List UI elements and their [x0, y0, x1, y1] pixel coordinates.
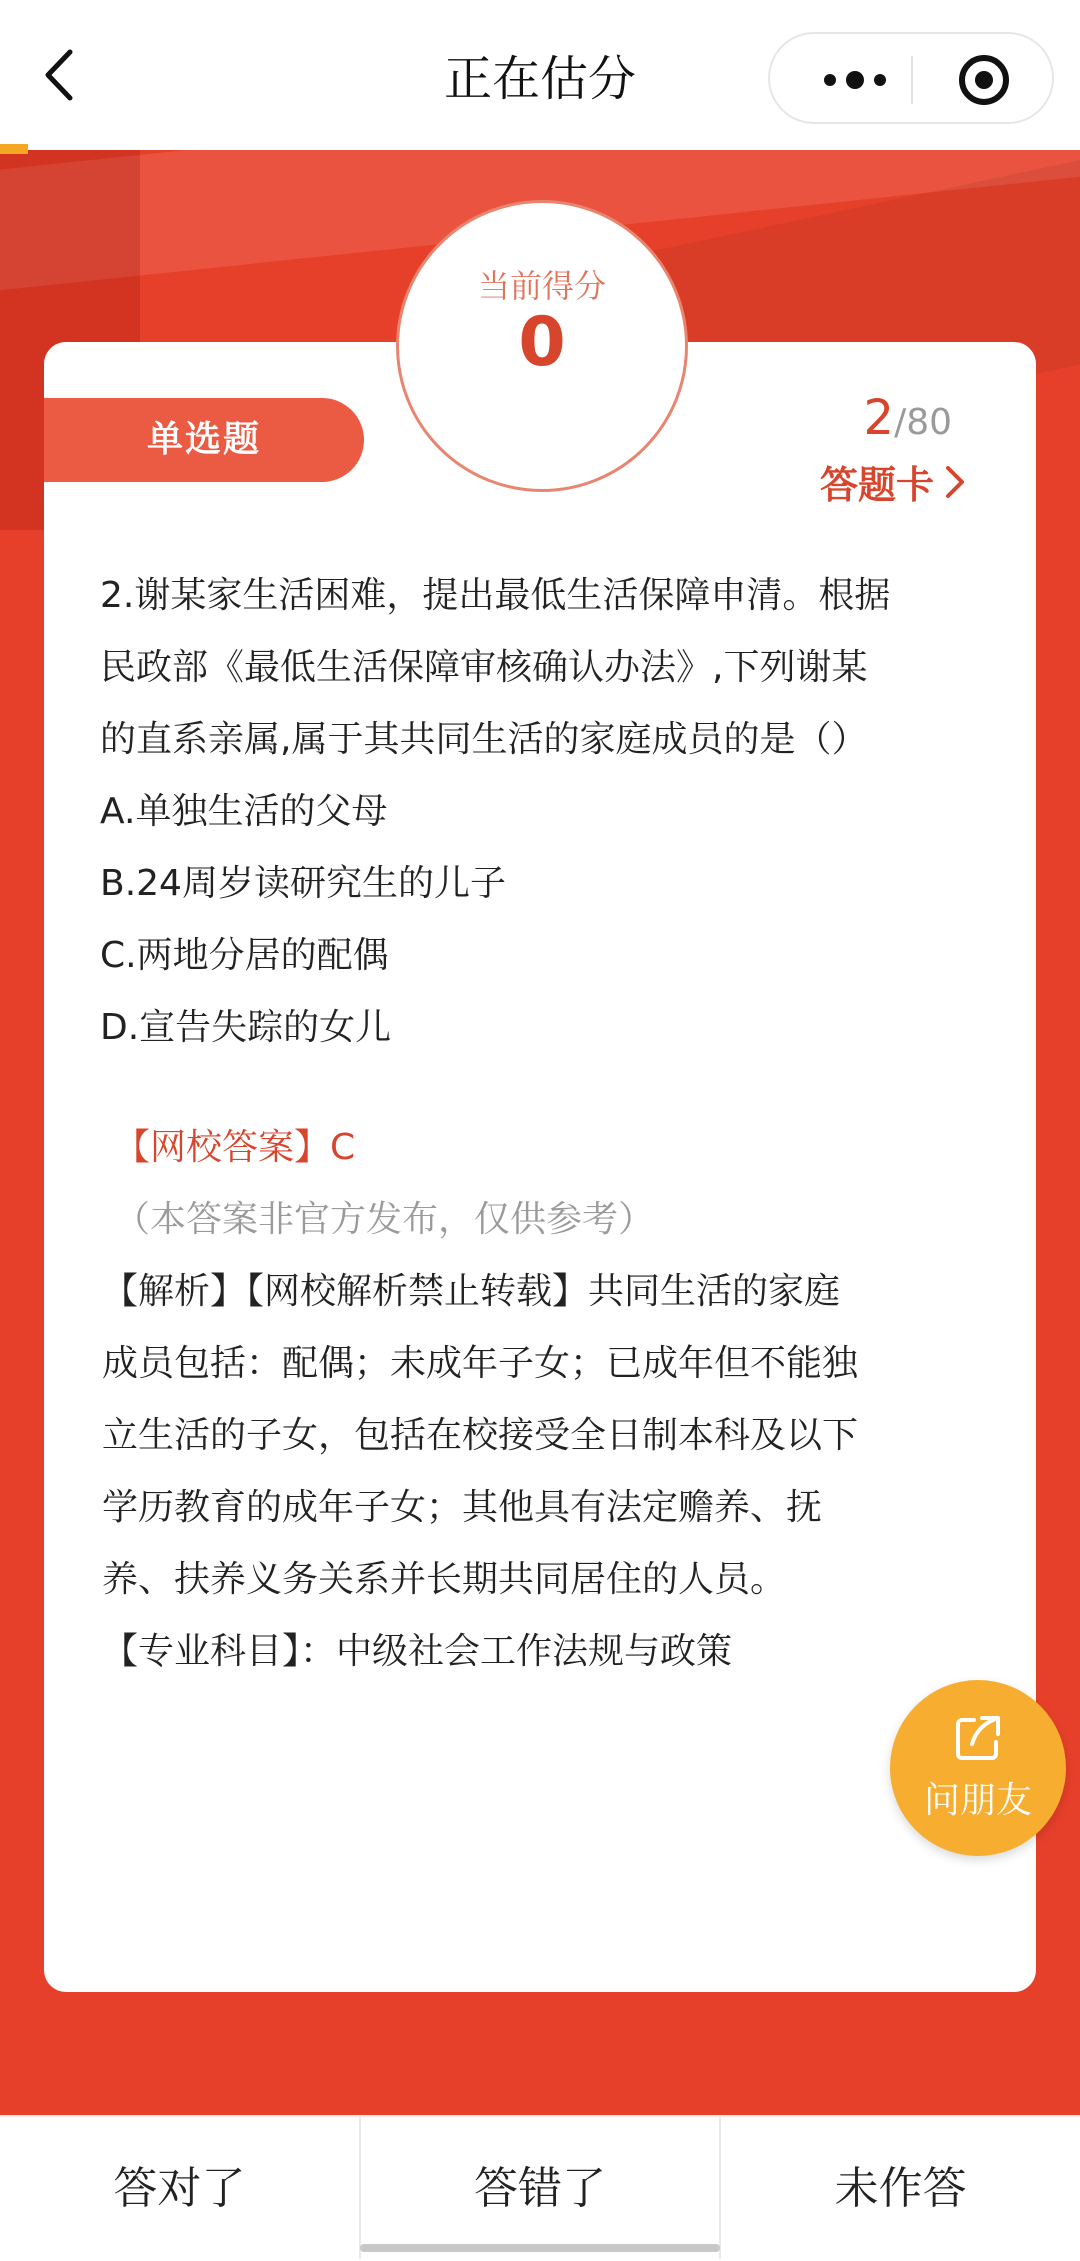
- analysis-line: 养、扶养义务关系并长期共同居住的人员。: [102, 1559, 787, 1600]
- more-button[interactable]: [810, 56, 900, 104]
- reference-answer: 【网校答案】C: [114, 1127, 356, 1168]
- analysis-line: 【解析】【网校解析禁止转载】共同生活的家庭: [102, 1271, 841, 1312]
- score-label: 当前得分: [477, 267, 606, 305]
- question-card: [44, 342, 1036, 1992]
- question-body: [100, 560, 1000, 1064]
- question-stem-line: 的直系亲属,属于其共同生活的家庭成员的是（）: [100, 719, 868, 760]
- target-circle-icon: [956, 52, 1012, 108]
- capsule-divider: [911, 56, 913, 104]
- more-dots-icon: [810, 56, 900, 104]
- current-question-number: 2: [863, 390, 895, 446]
- home-indicator: [360, 2244, 720, 2252]
- question-type-tag: 单选题: [44, 398, 364, 482]
- analysis-line: 学历教育的成年子女；其他具有法定赡养、抚: [102, 1487, 823, 1528]
- answer-card-label: 答题卡: [819, 463, 934, 507]
- answer-analysis: [102, 1112, 1002, 1688]
- score-value: 0: [518, 303, 566, 382]
- accent-strip: [0, 144, 28, 154]
- analysis-line: 立生活的子女，包括在校接受全日制本科及以下: [102, 1415, 859, 1456]
- mini-program-capsule: [768, 32, 1054, 124]
- share-icon: [952, 1712, 1004, 1764]
- option-d[interactable]: D.宣告失踪的女儿: [100, 1007, 392, 1048]
- option-b[interactable]: B.24周岁读研究生的儿子: [100, 863, 506, 904]
- total-questions: /80: [894, 402, 952, 443]
- analysis-line: 成员包括：配偶；未成年子女；已成年但不能独: [102, 1343, 859, 1384]
- option-a[interactable]: A.单独生活的父母: [100, 791, 388, 832]
- page-title: 正在估分: [443, 51, 636, 107]
- chevron-right-icon: [944, 464, 966, 500]
- answer-judgement-bar: [0, 2115, 1080, 2259]
- question-stem-line: 民政部《最低生活保障审核确认办法》,下列谢某: [100, 647, 868, 688]
- ask-friend-label: 问朋友: [923, 1780, 1032, 1821]
- answered-correct-button[interactable]: 答对了: [0, 2115, 359, 2259]
- answer-card-button[interactable]: [820, 454, 966, 509]
- option-c[interactable]: C.两地分居的配偶: [100, 935, 389, 976]
- nav-bar: [0, 0, 1080, 150]
- answer-disclaimer: （本答案非官方发布，仅供参考）: [114, 1199, 655, 1240]
- ask-friend-button[interactable]: [890, 1680, 1066, 1856]
- question-progress: [864, 390, 952, 446]
- question-stem-line: 2.谢某家生活困难，提出最低生活保障申清。根据: [100, 575, 891, 616]
- answered-wrong-button[interactable]: 答错了: [359, 2115, 720, 2259]
- score-badge: [396, 200, 688, 492]
- subject-line: 【专业科目】：中级社会工作法规与政策: [102, 1631, 733, 1672]
- not-answered-button[interactable]: 未作答: [719, 2115, 1080, 2259]
- close-button[interactable]: [956, 52, 1012, 108]
